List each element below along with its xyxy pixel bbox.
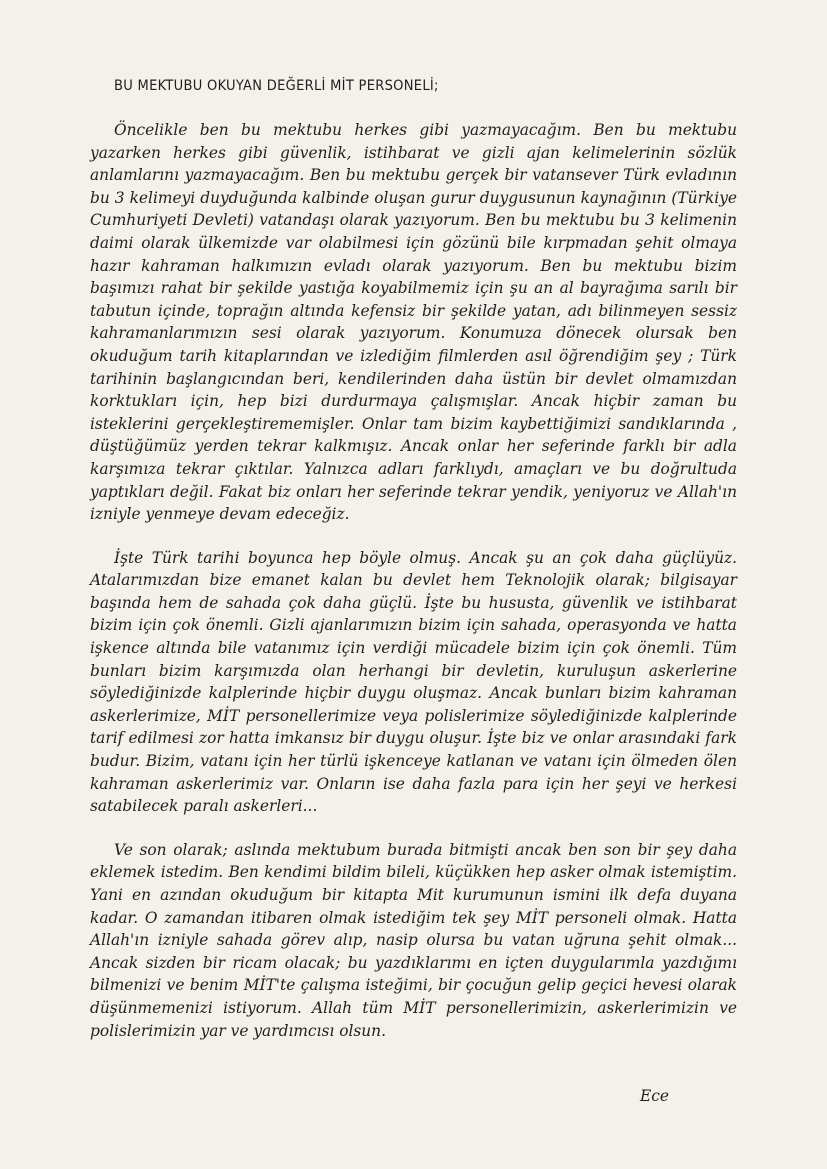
signature: Ece [640, 1087, 669, 1105]
paragraph-3: Ve son olarak; aslında mektubum burada bitmişti ancak ben son bir şey daha eklemek istedim. Ben kendimi bildim bileli, küçükken hep asker olmak istemiştim. Yani en azından okuduğum bir kitapta Mit kurumunun ismini ilk defa duyana kadar. O zamandan itibaren olmak istediğim tek şey MİT personeli olmak. Hatta Allah'ın izniyle sahada görev alıp, nasip olursa bu vatan uğruna şehit olmak... Ancak sizden bir ricam olacak; bu yazdıklarımı en içten duygularımla yazdığımı bilmenizi ve benim MİT'te çalışma isteğimi, bir çocuğun gelip geçici hevesi olarak düşünmemenizi istiyorum. Allah tüm MİT personellerimizin, askerlerimizin ve polislerimizin yar ve yardımcısı olsun. [90, 840, 737, 1040]
paragraph-2: İşte Türk tarihi boyunca hep böyle olmuş. Ancak şu an çok daha güçlüyüz. Atalarımızdan bize emanet kalan bu devlet hem Teknolojik olarak; bilgisayar başında hem de sahada çok daha güçlü. İşte bu hususta, güvenlik ve istihbarat bizim için çok önemli. Gizli ajanlarımızın bizim için sahada, operasyonda ve hatta işkence altında bile vatanımız için verdiği mücadele bizim için çok önemli. Tüm bunları bizim karşımızda olan herhangi bir devletin, kuruluşun askerlerine söylediğinizde kalplerinde hiçbir duygu oluşmaz. Ancak bunları bizim kahraman askerlerimize, MİT personellerimize veya polislerimize söylediğinizde kalplerinde tarif edilmesi zor hatta imkansız bir duygu oluşur. İşte biz ve onlar arasındaki fark budur. Bizim, vatanı için her türlü işkenceye katlanan ve vatanı için ölmeden ölen kahraman askerlerimiz var. Onların ise daha fazla para için her şeyi ve herkesi satabilecek paralı askerleri... [90, 548, 737, 816]
letter-heading: BU MEKTUBU OKUYAN DEĞERLİ MİT PERSONELİ; [114, 78, 439, 94]
paragraph-1: Öncelikle ben bu mektubu herkes gibi yazmayacağım. Ben bu mektubu yazarken herkes gibi güvenlik, istihbarat ve gizli ajan kelimelerinin sözlük anlamlarını yazmayacağım. Ben bu mektubu gerçek bir vatansever Türk evladının bu 3 kelimeyi duyduğunda kalbinde oluşan gurur duygusunun kaynağının (Türkiye Cumhuriyeti Devleti) vatandaşı olarak yazıyorum. Ben bu mektubu bu 3 kelimenin daimi olarak ülkemizde var olabilmesi için gözünü bile kırpmadan şehit olmaya hazır kahraman halkımızın evladı olarak yazıyorum. Ben bu mektubu bizim başımızı rahat bir şekilde yastığa koyabilmemiz için şu an al bayrağıma sarılı bir tabutun içinde, toprağın altında kefensiz bir şekilde yatan, adı bilinmeyen sessiz kahramanlarımızın sesi olarak yazıyorum. Konumuza dönecek olursak ben okuduğum tarih kitaplarından ve izlediğim filmlerden asıl öğrendiğim şey ; Türk tarihinin başlangıcından beri, kendilerinden daha üstün bir devlet olmamızdan korktukları için, hep bizi durdurmaya çalışmışlar. Ancak hiçbir zaman bu isteklerini gerçekleştirememişler. Onlar tam bizim kaybettiğimizi sandıklarında , düştüğümüz yerden tekrar kalkmışız. Ancak onlar her seferinde farklı bir adla karşımıza tekrar çıktılar. Yalnızca adları farklıydı, amaçları ve bu doğrultuda yaptıkları değil. Fakat biz onları her seferinde tekrar yendik, yeniyoruz ve Allah'ın izniyle yenmeye devam edeceğiz. [90, 121, 737, 524]
